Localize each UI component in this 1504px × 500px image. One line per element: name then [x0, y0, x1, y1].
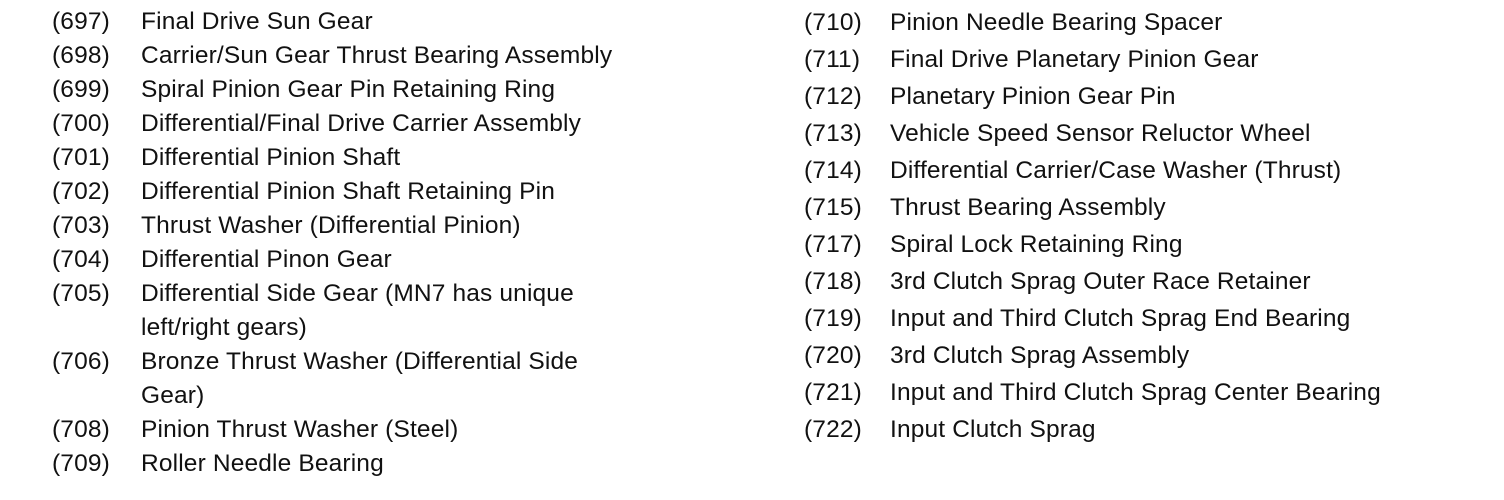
- part-number: (709): [52, 450, 110, 477]
- part-description: Bronze Thrust Washer (Differential Side Gear): [141, 348, 579, 409]
- list-item: [52, 141, 752, 175]
- list-item: [804, 189, 1494, 226]
- part-number: (698): [52, 42, 110, 69]
- part-number: (711): [804, 46, 861, 73]
- part-number: (705): [52, 280, 110, 307]
- list-item: [804, 4, 1494, 41]
- part-description: Input Clutch Sprag: [890, 416, 1096, 443]
- list-item: [52, 39, 752, 73]
- part-number: (704): [52, 246, 110, 273]
- list-item: [52, 107, 752, 141]
- part-description: Final Drive Sun Gear: [141, 8, 373, 35]
- part-description: Input and Third Clutch Sprag End Bearing: [890, 305, 1351, 332]
- list-item: [52, 447, 752, 481]
- list-item: [52, 209, 752, 243]
- part-number: (700): [52, 110, 110, 137]
- part-description: Differential Pinion Shaft Retaining Pin: [141, 178, 555, 205]
- part-description: Differential Side Gear (MN7 has unique left/right gears): [141, 280, 574, 341]
- part-description: Vehicle Speed Sensor Reluctor Wheel: [890, 120, 1311, 147]
- part-description: Input and Third Clutch Sprag Center Bearing: [890, 379, 1381, 406]
- list-item: [52, 277, 752, 345]
- part-description: Differential Pinion Shaft: [141, 144, 401, 171]
- list-item: [52, 413, 752, 447]
- part-description: 3rd Clutch Sprag Assembly: [890, 342, 1190, 369]
- list-item: [804, 152, 1494, 189]
- list-item: [804, 337, 1494, 374]
- list-item: [804, 226, 1494, 263]
- list-item: [804, 115, 1494, 152]
- part-description: Spiral Pinion Gear Pin Retaining Ring: [141, 76, 556, 103]
- part-description: Final Drive Planetary Pinion Gear: [890, 46, 1259, 73]
- part-description: Roller Needle Bearing: [141, 450, 384, 477]
- part-number: (715): [804, 194, 862, 221]
- list-item: [804, 300, 1494, 337]
- list-item: [804, 374, 1494, 411]
- part-number: (719): [804, 305, 862, 332]
- parts-list-left: [52, 5, 752, 481]
- part-number: (708): [52, 416, 110, 443]
- part-description: Pinion Thrust Washer (Steel): [141, 416, 459, 443]
- list-item: [804, 263, 1494, 300]
- part-number: (706): [52, 348, 110, 375]
- part-number: (720): [804, 342, 862, 369]
- part-number: (717): [804, 231, 862, 258]
- parts-list-right: [804, 4, 1494, 448]
- part-description: Spiral Lock Retaining Ring: [890, 231, 1183, 258]
- part-number: (697): [52, 8, 110, 35]
- list-item: [52, 5, 752, 39]
- list-item: [52, 345, 752, 413]
- part-description: Thrust Bearing Assembly: [890, 194, 1166, 221]
- list-item: [52, 175, 752, 209]
- part-description: Differential Pinon Gear: [141, 246, 392, 273]
- part-description: Differential/Final Drive Carrier Assembly: [141, 110, 582, 137]
- part-number: (713): [804, 120, 862, 147]
- part-description: Planetary Pinion Gear Pin: [890, 83, 1176, 110]
- part-number: (718): [804, 268, 862, 295]
- list-item: [52, 243, 752, 277]
- list-item: [804, 41, 1494, 78]
- part-description: 3rd Clutch Sprag Outer Race Retainer: [890, 268, 1311, 295]
- part-number: (721): [804, 379, 862, 406]
- list-item: [804, 78, 1494, 115]
- part-number: (702): [52, 178, 110, 205]
- part-number: (710): [804, 9, 862, 36]
- part-number: (722): [804, 416, 862, 443]
- part-number: (714): [804, 157, 862, 184]
- list-item: [804, 411, 1494, 448]
- part-number: (703): [52, 212, 110, 239]
- part-number: (701): [52, 144, 110, 171]
- list-item: [52, 73, 752, 107]
- part-description: Carrier/Sun Gear Thrust Bearing Assembly: [141, 42, 613, 69]
- part-description: Differential Carrier/Case Washer (Thrust): [890, 157, 1342, 184]
- part-number: (699): [52, 76, 110, 103]
- part-description: Thrust Washer (Differential Pinion): [141, 212, 521, 239]
- part-number: (712): [804, 83, 862, 110]
- part-description: Pinion Needle Bearing Spacer: [890, 9, 1223, 36]
